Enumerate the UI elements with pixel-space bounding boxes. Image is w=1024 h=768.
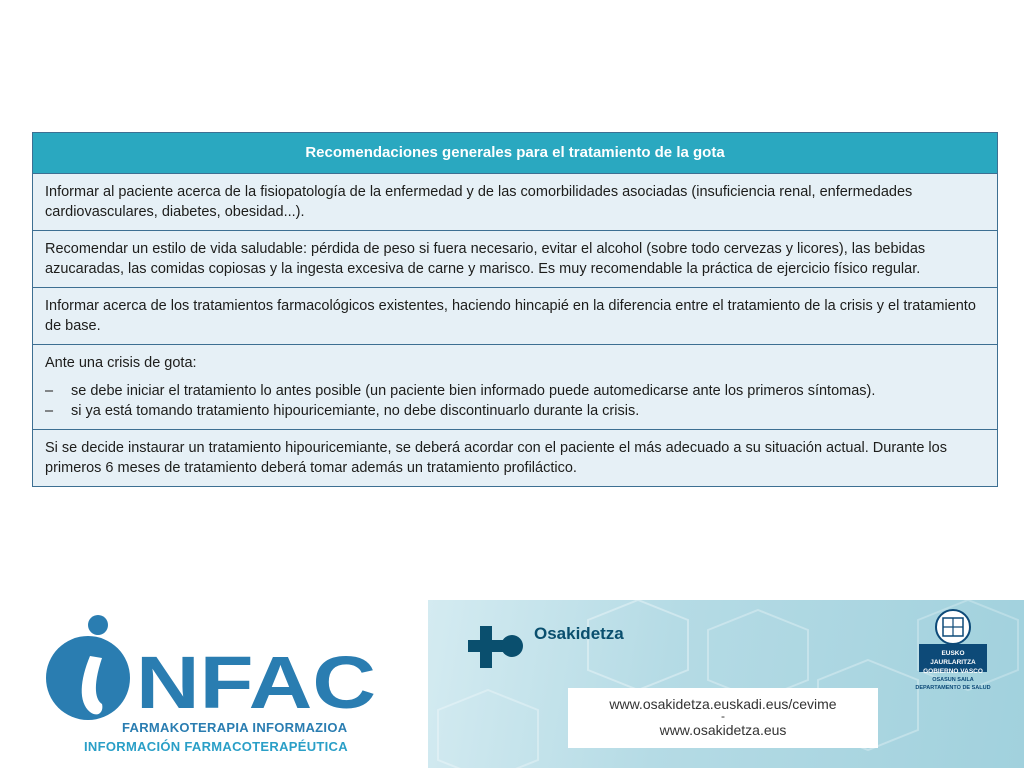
crisis-item — [45, 401, 987, 421]
infac-subtitle-spanish: INFORMACIÓN FARMACOTERAPÉUTICA — [84, 739, 348, 754]
crisis-item — [45, 381, 987, 401]
health-department-label — [914, 676, 992, 692]
gov-line1: EUSKO JAURLARITZA — [930, 650, 976, 666]
recommendations-table — [32, 132, 998, 487]
infac-subtitle-basque: FARMAKOTERAPIA INFORMAZIOA — [122, 720, 348, 735]
infac-logo-text: NFAC — [136, 641, 376, 724]
osakidetza-name: Osakidetza — [534, 624, 624, 643]
infac-logo-dot — [88, 615, 108, 635]
osakidetza-url[interactable]: www.osakidetza.eus — [659, 722, 787, 738]
cevime-url[interactable]: www.osakidetza.euskadi.eus/cevime — [609, 696, 837, 712]
crisis-item-text: si ya está tomando tratamiento hipouricemiante, no debe discontinuarlo durante la crisis. — [71, 403, 640, 419]
table-row-crisis — [33, 345, 997, 430]
osakidetza-cross-icon — [468, 626, 530, 668]
dash-bullet: – — [45, 403, 54, 419]
crisis-item-text: se debe iniciar el tratamiento lo antes posible (un paciente bien informado puede automedicarse ante los primeros síntomas). — [71, 383, 876, 399]
row-text: Informar acerca de los tratamientos farmacológicos existentes, haciendo hincapié en la diferencia entre el tratamiento de la crisis y el tratamiento de base. — [45, 298, 976, 334]
gov-line2: GOBIERNO VASCO — [923, 668, 983, 675]
dash-bullet: – — [45, 383, 54, 399]
table-title: Recomendaciones generales para el tratamiento de la gota — [33, 133, 997, 174]
url-separator: - — [721, 709, 725, 723]
dept-line2: DEPARTAMENTO DE SALUD — [915, 685, 991, 691]
dept-line1: OSASUN SAILA — [932, 677, 974, 683]
row-text: Si se decide instaurar un tratamiento hipouricemiante, se deberá acordar con el paciente el más adecuado a su situación actual. Durante los primeros 6 meses de tratamiento deberá tomar además un tratamiento profiláctico. — [45, 440, 947, 476]
row-text: Recomendar un estilo de vida saludable: pérdida de peso si fuera necesario, evitar el alcohol (sobre todo cervezas y licores), las bebidas azucaradas, las comidas copiosas y la ingesta excesiva de carne y marisco. Es muy recomendable la práctica de ejercicio físico regular. — [45, 241, 926, 277]
basque-government-label — [919, 644, 987, 675]
table-row — [33, 231, 997, 288]
crisis-intro: Ante una crisis de gota: — [45, 355, 197, 371]
osakidetza-banner — [428, 600, 1024, 768]
table-row — [33, 430, 997, 486]
table-row — [33, 288, 997, 345]
row-text: Informar al paciente acerca de la fisiopatología de la enfermedad y de las comorbilidades asociadas (insuficiencia renal, enfermedades cardiovasculares, diabetes, obesidad...). — [45, 184, 913, 220]
url-box — [568, 688, 878, 748]
basque-government-crest-icon — [918, 608, 988, 646]
table-row — [33, 174, 997, 231]
